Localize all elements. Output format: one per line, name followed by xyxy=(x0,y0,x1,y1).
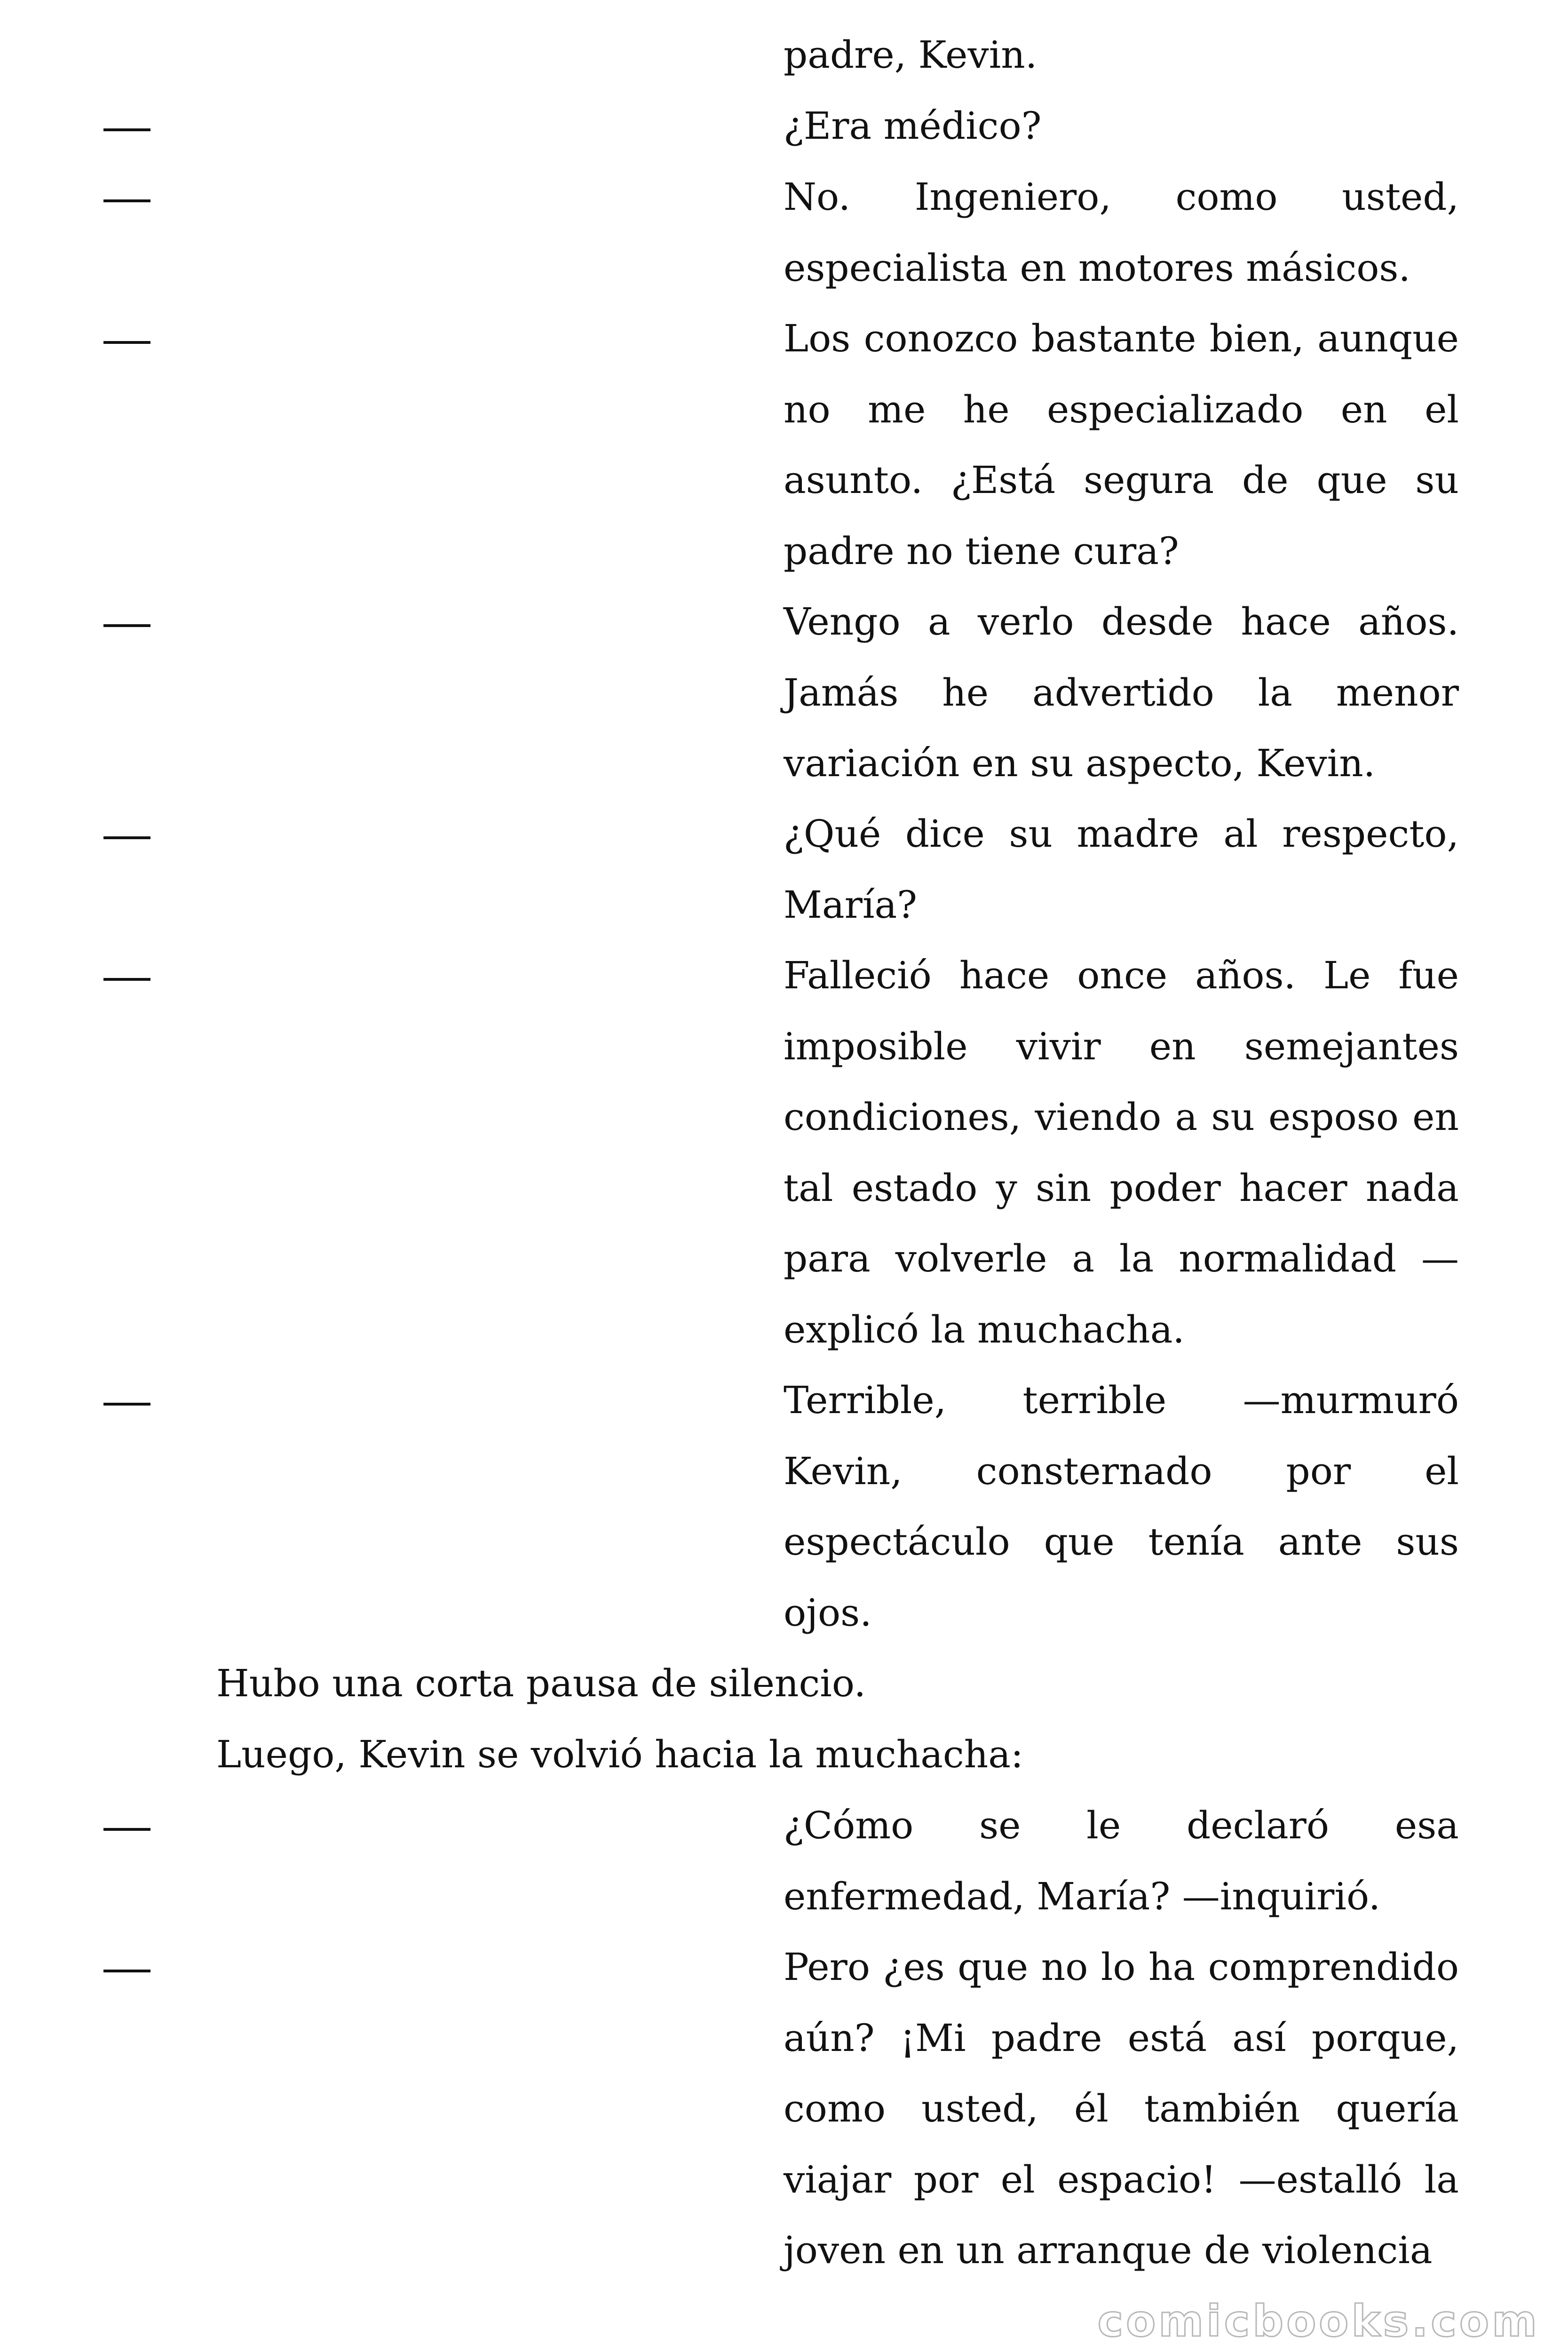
dialogue-dash xyxy=(103,624,150,627)
dialogue-paragraph: Falleció hace once años. Le fue imposible vivir en semejantes condiciones, viendo a su esposo en tal estado y sin poder hacer nada para volverle a la normalidad —explicó la muchacha. xyxy=(784,954,1459,1351)
dialogue-dash xyxy=(103,1403,150,1406)
dialogue-paragraph: Vengo a verlo desde hace años. Jamás he advertido la menor variación en su aspecto, Kevin. xyxy=(784,600,1459,785)
dialogue-paragraph: ¿Qué dice su madre al respecto, María? xyxy=(784,812,1459,927)
dialogue-paragraph: No. Ingeniero, como usted, especialista en motores másicos. xyxy=(784,175,1459,290)
narration-paragraph: Luego, Kevin se volvió hacia la muchacha: xyxy=(216,1732,1023,1776)
dialogue-dash xyxy=(103,341,150,344)
narration-paragraph: Hubo una corta pausa de silencio. xyxy=(216,1661,866,1705)
watermark: comicbooks.com xyxy=(1097,2296,1540,2346)
dialogue-paragraph: Pero ¿es que no lo ha comprendido aún? ¡Mi padre está así porque, como usted, él también quería viajar por el espacio! —estalló la joven en un arranque de violencia xyxy=(784,1945,1459,2272)
dialogue-dash xyxy=(103,836,150,839)
dialogue-dash xyxy=(103,128,150,131)
dialogue-dash xyxy=(103,199,150,202)
dialogue-dash xyxy=(103,978,150,981)
dialogue-dash xyxy=(103,1828,150,1831)
paragraph-continuation: padre, Kevin. xyxy=(784,33,1037,77)
dialogue-dash xyxy=(103,1970,150,1972)
dialogue-paragraph: ¿Era médico? xyxy=(784,104,1042,148)
dialogue-paragraph: ¿Cómo se le declaró esa enfermedad, María? —inquirió. xyxy=(784,1804,1459,1918)
dialogue-paragraph: Terrible, terrible —murmuró Kevin, consternado por el espectáculo que tenía ante sus ojos. xyxy=(784,1378,1459,1635)
dialogue-paragraph: Los conozco bastante bien, aunque no me he especializado en el asunto. ¿Está segura de que su padre no tiene cura? xyxy=(784,317,1459,573)
